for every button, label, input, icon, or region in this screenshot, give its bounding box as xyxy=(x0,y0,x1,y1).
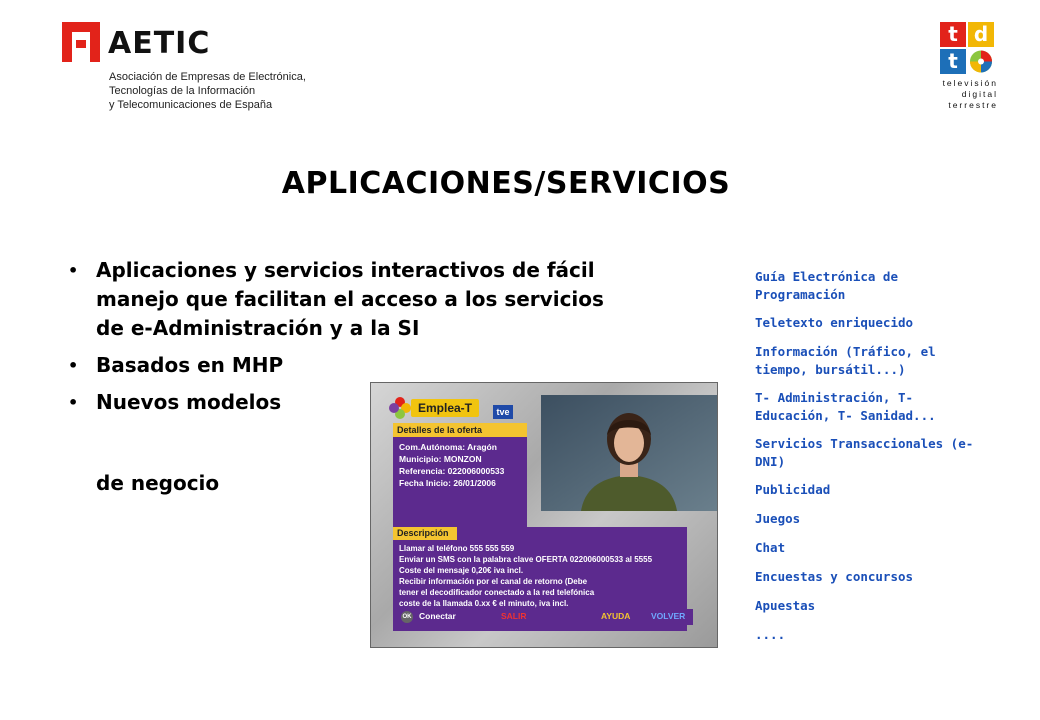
tv-salir-label: SALIR xyxy=(501,611,527,621)
bullet-dot-icon: • xyxy=(68,261,79,280)
service-item: Juegos xyxy=(755,511,801,526)
ok-icon: OK xyxy=(401,611,413,623)
tv-screenshot xyxy=(370,382,718,648)
bullet-dot-icon: • xyxy=(68,356,79,375)
tv-descripcion-body xyxy=(399,543,679,609)
tv-header xyxy=(389,395,510,419)
service-item: Publicidad xyxy=(755,482,831,497)
presenter-image xyxy=(541,395,717,511)
bullet-text: Nuevos modelos xyxy=(96,390,282,414)
service-item: .... xyxy=(755,627,786,642)
tdt-caption-line: terrestre xyxy=(948,100,998,110)
service-item: Apuestas xyxy=(755,598,816,613)
aetic-description xyxy=(109,70,306,112)
tv-control-bar xyxy=(393,609,693,625)
tdt-letter-t: t xyxy=(940,22,966,47)
tv-detalles-panel xyxy=(393,423,527,529)
service-item: T- Administración, T- Educación, T- Sanidad... xyxy=(755,390,936,423)
bullet-item xyxy=(62,256,636,343)
tv-descripcion-line: Llamar al teléfono 555 555 559 xyxy=(399,544,515,553)
service-item: Guía Electrónica de Programación xyxy=(755,269,898,302)
services-list xyxy=(755,268,1005,655)
service-item: Información (Tráfico, el tiempo, bursátil...) xyxy=(755,344,936,377)
service-item: Chat xyxy=(755,540,786,555)
tv-descripcion-line: Recibir información por el canal de retorno (Debe xyxy=(399,577,588,586)
tdt-letter-d: d xyxy=(968,22,994,47)
tdt-mark xyxy=(940,22,996,76)
tv-descripcion-line: Enviar un SMS con la palabra clave OFERTA 022006000533 al 5555 xyxy=(399,555,653,564)
tdt-caption xyxy=(938,78,998,111)
presenter-photo xyxy=(541,395,717,511)
bullet-text: Basados en MHP xyxy=(96,353,284,377)
emplea-flower-icon xyxy=(389,397,411,419)
tv-detalles-line: Com.Autónoma: Aragón xyxy=(399,442,497,452)
service-item: Teletexto enriquecido xyxy=(755,315,914,330)
page-title: APLICACIONES/SERVICIOS xyxy=(281,166,731,201)
tv-detalles-body xyxy=(399,441,504,489)
aetic-mark-icon xyxy=(62,22,100,62)
tv-descripcion-line: Coste del mensaje 0,20€ iva incl. xyxy=(399,566,524,575)
tv-conectar-label: Conectar xyxy=(419,611,456,621)
aetic-description-line: Tecnologías de la Información xyxy=(109,85,256,97)
bullet-text: Aplicaciones y servicios interactivos de fácil manejo que facilitan el acceso a los servicios de e-Administración y a la SI xyxy=(96,258,604,340)
tdt-caption-line: digital xyxy=(961,89,998,99)
service-item: Servicios Transaccionales (e-DNI) xyxy=(755,436,974,469)
tv-brand-label: Emplea-T xyxy=(411,399,479,417)
tdt-colorwheel-icon xyxy=(968,49,994,74)
tv-detalles-line: Referencia: 022006000533 xyxy=(399,466,505,476)
aetic-description-line: Asociación de Empresas de Electrónica, xyxy=(109,71,306,83)
tdt-letter-t2: t xyxy=(940,49,966,74)
aetic-wordmark: AETIC xyxy=(108,26,211,61)
tdt-caption-line: televisión xyxy=(942,78,998,88)
tv-ayuda-label: AYUDA xyxy=(601,611,631,621)
bullet-continuation: de negocio xyxy=(96,471,220,495)
tv-descripcion-line: tener el decodificador conectado a la red telefónica xyxy=(399,588,595,597)
bullet-item xyxy=(62,351,642,380)
tv-volver-label: VOLVER xyxy=(651,611,686,621)
tv-detalles-line: Municipio: MONZON xyxy=(399,454,482,464)
aetic-logo xyxy=(62,22,306,114)
tv-detalles-header: Detalles de la oferta xyxy=(393,423,527,437)
tdt-logo xyxy=(938,22,998,112)
tve-logo: tve xyxy=(493,405,513,419)
aetic-description-line: y Telecomunicaciones de España xyxy=(109,99,273,111)
tv-detalles-line: Fecha Inicio: 26/01/2006 xyxy=(399,478,496,488)
service-item: Encuestas y concursos xyxy=(755,569,914,584)
bullet-dot-icon: • xyxy=(68,393,79,412)
tv-descripcion-line: coste de la llamada 0.xx € el minuto, iva incl. xyxy=(399,599,569,608)
tv-descripcion-header: Descripción xyxy=(393,527,457,540)
